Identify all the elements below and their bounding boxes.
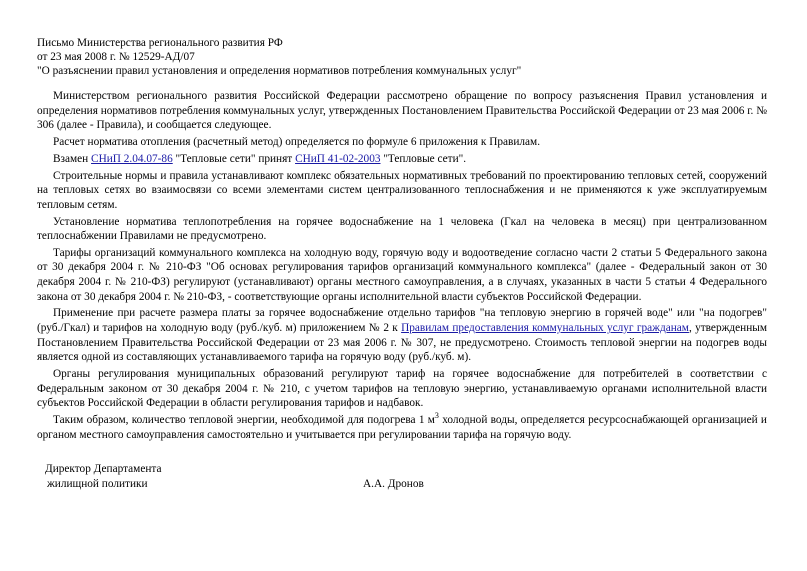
signatory-name: А.А. Дронов [363,477,424,490]
paragraph-text: Таким образом, количество тепловой энергии, необходимой для подогрева 1 м [53,413,435,426]
paragraph-payment-calculation [37,306,767,364]
paragraph-heating-norm: Расчет норматива отопления (расчетный метод) определяется по формуле 6 приложения к Правилам. [53,135,541,148]
signatory-position [45,462,161,491]
paragraph-text: Применение при расчете размера платы за горячее водоснабжение отдельно тарифов "на тепловую энергию в горячей воде" или "на подогрев" (руб./Гкал) и тарифов на холодную воду (руб./куб. м) приложением № 2 к [37,307,767,335]
paragraph-building-norms: Строительные нормы и правила устанавливают комплекс обязательных нормативных требований по проектированию тепловых сетей, сооружений на тепловых сетях во взаимосвязи со всеми элементами систем централизованного теплоснабжения и не применяются к уже эксплуатируемым тепловым сетям. [37,169,767,211]
paragraph-conclusion [37,410,767,442]
snip-41-02-2003-link[interactable]: СНиП 41-02-2003 [295,152,381,165]
letter-title: "О разъяснении правил установления и определения нормативов потребления коммунальных услуг" [37,65,522,77]
signature-block [37,462,767,494]
paragraph-text: "Тепловые сети". [380,152,467,165]
document-header [37,36,767,78]
paragraph-text: холодной воды, определяется ресурсоснабжающей организацией и органом местного самоуправления самостоятельно и учитывается при регулировании тарифа на горячую воду. [37,413,767,441]
position-line-2: жилищной политики [47,477,148,490]
document-body [37,89,767,442]
letter-date-number: от 23 мая 2008 г. № 12529-АД/07 [37,51,195,63]
paragraph-regulation-bodies: Органы регулирования муниципальных образований регулируют тариф на горячее водоснабжение для потребителей в соответствии с Федеральным законом от 30 декабря 2004 г. № 210, с учетом тарифов на тепловую энергию, устанавливаемую органами исполнительной власти субъектов Российской Федерации в области регулирования тарифов и надбавок. [37,368,767,410]
document-page [37,36,767,494]
paragraph-text: , утвержденным Постановлением Правительства Российской Федерации от 23 мая 2006 г. № 307, не предусмотрено. Стоимость тепловой энергии на подогрев воды является одной из составляющих устанавливаемого тарифа на горячую воду (руб./куб. м). [37,322,767,364]
position-line-1: Директор Департамента [45,463,162,476]
paragraph-snip-replacement [37,152,767,167]
paragraph-text: "Тепловые сети" принят [172,152,296,165]
paragraph-tariffs: Тарифы организаций коммунального комплекса на холодную воду, горячую воду и водоотведение согласно части 2 статьи 5 Федерального закона от 30 декабря 2004 г. № 210-ФЗ "Об основах регулирования тарифов организаций коммунального комплекса" (далее - Федеральный закон от 30 декабря 2004 г. № 210-ФЗ) регулируют (устанавливают) органы местного самоуправления, а в случаях, указанных в части 5 статьи 4 Федерального закона от 30 декабря 2004 г. № 210-ФЗ, - соответствующие органы исполнительной власти субъектов Российской Федерации. [37,246,767,303]
letter-issuer: Письмо Министерства регионального развития РФ [37,37,283,49]
snip-2-04-07-86-link[interactable]: СНиП 2.04.07-86 [91,152,173,165]
utility-services-rules-link[interactable]: Правилам предоставления коммунальных услуг гражданам [401,322,689,335]
paragraph-hot-water-norm: Установление норматива теплопотребления на горячее водоснабжение на 1 человека (Гкал на человека в месяц) при централизованном теплоснабжении Правилами не предусмотрено. [37,215,767,243]
paragraph-intro: Министерством регионального развития Российской Федерации рассмотрено обращение по вопросу разъяснения Правил установления и определения нормативов потребления коммунальных услуг, утвержденных Постановлением Правительства Российской Федерации от 23 мая 2006 г. № 306 (далее - Правила), и сообщается следующее. [37,90,767,132]
cubic-superscript: 3 [434,410,439,420]
paragraph-text: Взамен [53,152,92,165]
